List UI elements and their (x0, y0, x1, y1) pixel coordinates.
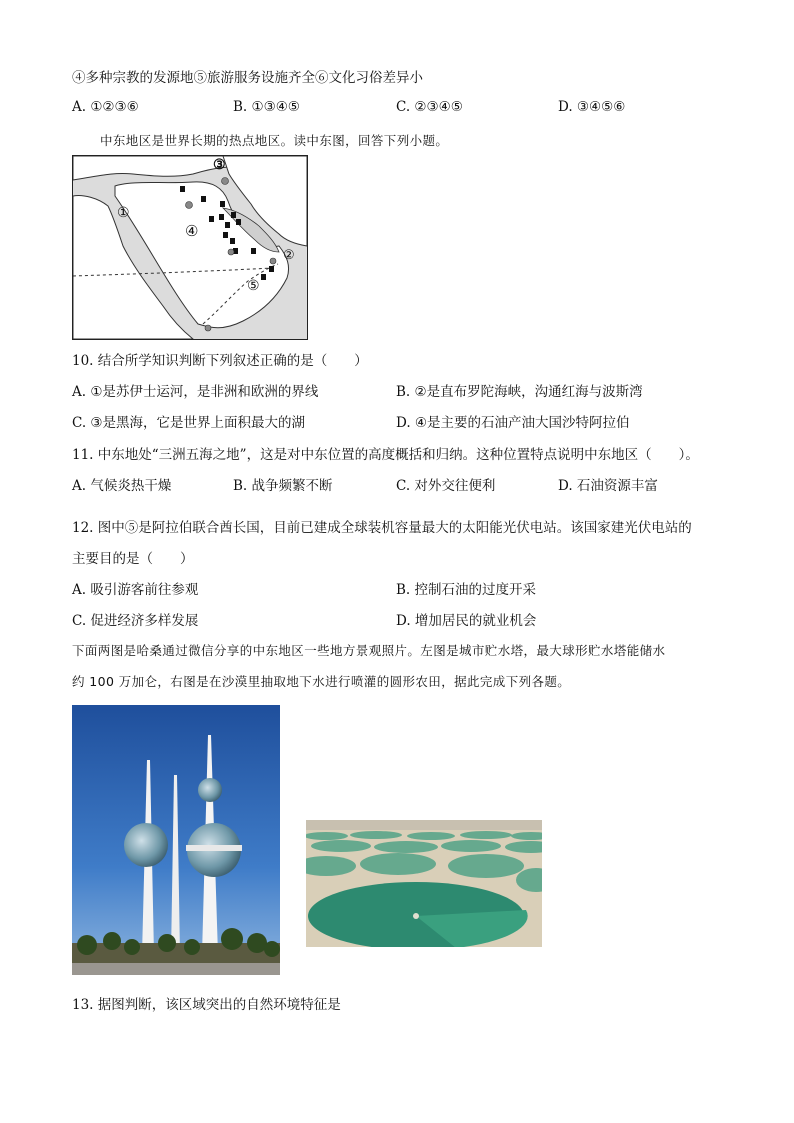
q9-option-d: D. ③④⑤⑥ (558, 99, 626, 115)
intro-photos-line2: 约 100 万加仑，右图是在沙漠里抽取地下水进行喷灌的圆形农田，据此完成下列各题。 (72, 674, 571, 689)
map-label-2: ② (283, 248, 295, 263)
q11-option-c: C. 对外交往便利 (396, 478, 496, 494)
map-label-5: ⑤ (247, 278, 260, 294)
map-drawing (73, 156, 307, 339)
intro-middle-east: 中东地区是世界长期的热点地区。读中东图，回答下列小题。 (100, 133, 449, 148)
map-label-4: ④ (185, 222, 199, 240)
intro-photos-line1: 下面两图是哈桑通过微信分享的中东地区一些地方景观照片。左图是城市贮水塔，最大球形贮水塔能储水 (72, 643, 666, 658)
middle-east-map (72, 155, 308, 340)
q11-option-d: D. 石油资源丰富 (558, 478, 658, 494)
q10-option-d: D. ④是主要的石油产油大国沙特阿拉伯 (396, 415, 630, 431)
q12-option-a: A. 吸引游客前往参观 (72, 582, 199, 598)
q11-option-b: B. 战争频繁不断 (233, 478, 333, 494)
q10-option-a: A. ①是苏伊士运河，是非洲和欧洲的界线 (72, 384, 319, 400)
q11-stem: 11. 中东地处“三洲五海之地”，这是对中东位置的高度概括和归纳。这种位置特点说明中东地区（ ）。 (72, 447, 699, 463)
q11-option-a: A. 气候炎热干燥 (72, 478, 172, 494)
q10-option-b: B. ②是直布罗陀海峡，沟通红海与波斯湾 (396, 384, 643, 400)
irrigation-fields-photo (306, 820, 542, 947)
q12-stem-line1: 12. 图中⑤是阿拉伯联合酋长国，目前已建成全球装机容量最大的太阳能光伏电站。该国家建光伏电站的 (72, 520, 692, 536)
q13-stem: 13. 据图判断，该区域突出的自然环境特征是 (72, 997, 341, 1013)
q12-option-c: C. 促进经济多样发展 (72, 613, 199, 629)
q9-option-c: C. ②③④⑤ (396, 99, 463, 115)
q12-option-d: D. 增加居民的就业机会 (396, 613, 537, 629)
q10-stem: 10. 结合所学知识判断下列叙述正确的是（ ） (72, 353, 368, 369)
question-9-continuation: ④多种宗教的发源地⑤旅游服务设施齐全⑥文化习俗差异小 (72, 70, 423, 86)
q10-option-c: C. ③是黑海，它是世界上面积最大的湖 (72, 415, 306, 431)
q12-option-b: B. 控制石油的过度开采 (396, 582, 537, 598)
q12-stem-line2: 主要目的是（ ） (72, 551, 194, 567)
water-tower-photo (72, 705, 280, 975)
q9-option-a: A. ①②③⑥ (72, 99, 139, 115)
map-label-3: ③ (213, 157, 226, 173)
q9-option-b: B. ①③④⑤ (233, 99, 300, 115)
map-label-1: ① (117, 205, 130, 221)
